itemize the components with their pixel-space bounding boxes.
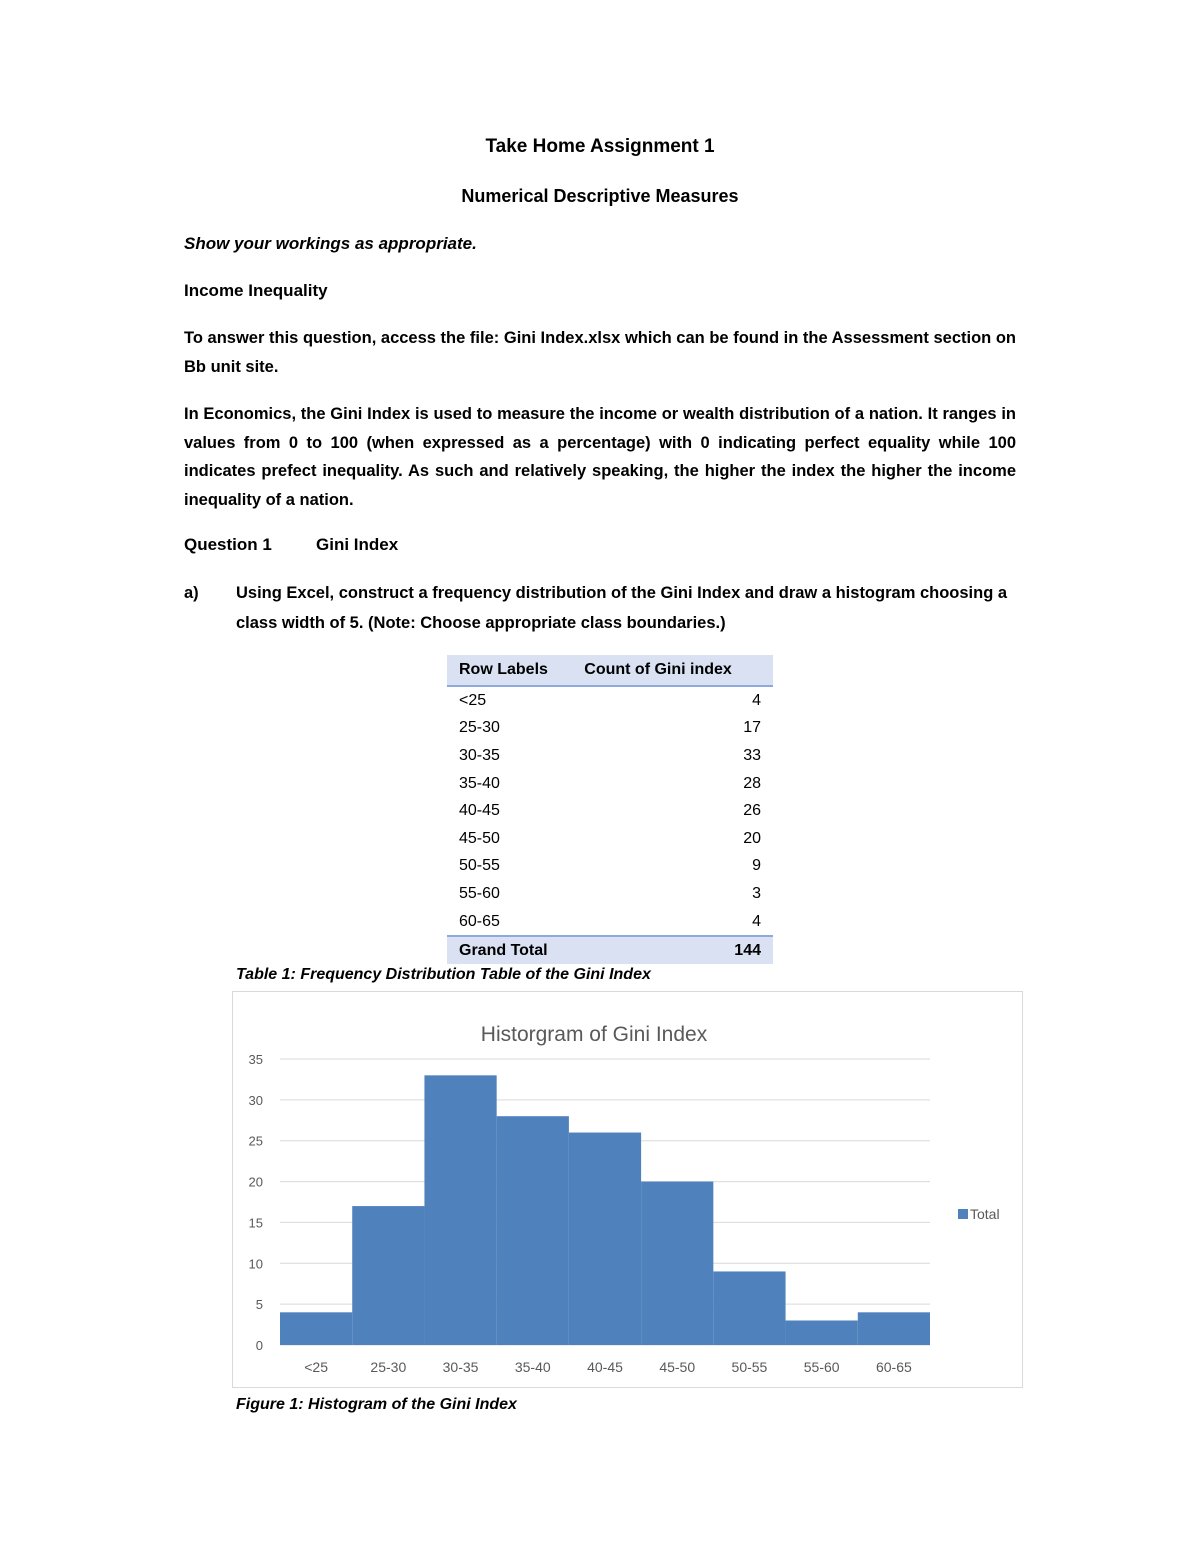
row-count: 26 <box>743 802 761 820</box>
row-label: 35-40 <box>459 774 500 792</box>
part-a-letter: a) <box>184 584 199 602</box>
histogram-bar <box>280 1312 352 1345</box>
table-caption: Table 1: Frequency Distribution Table of the Gini Index <box>236 966 651 983</box>
y-tick-label: 20 <box>248 1174 263 1190</box>
y-tick-label: 10 <box>248 1256 263 1272</box>
document-subtitle: Numerical Descriptive Measures <box>461 186 739 206</box>
row-count: 4 <box>752 912 761 930</box>
question-topic: Gini Index <box>316 535 399 554</box>
table-row <box>447 825 773 853</box>
y-tick-label: 0 <box>255 1338 263 1353</box>
x-tick-label: <25 <box>304 1359 328 1375</box>
y-axis-ticks <box>249 1052 263 1353</box>
table-row <box>447 853 773 881</box>
x-tick-label: 55-60 <box>803 1359 840 1375</box>
row-label: 45-50 <box>459 829 500 847</box>
document-title: Take Home Assignment 1 <box>485 136 715 157</box>
row-count: 20 <box>743 829 761 847</box>
row-label: 55-60 <box>459 884 500 902</box>
question-label: Question 1 <box>184 535 272 554</box>
figure-caption: Figure 1: Histogram of the Gini Index <box>236 1396 517 1413</box>
histogram-bar <box>786 1320 858 1345</box>
header-count: Count of Gini index <box>574 655 773 686</box>
header-row-labels: Row Labels <box>447 655 574 686</box>
table-row <box>447 770 773 798</box>
legend-swatch <box>958 1209 968 1219</box>
x-tick-label: 45-50 <box>659 1359 696 1375</box>
y-tick-label: 35 <box>248 1052 263 1067</box>
row-count: 4 <box>752 691 761 709</box>
chart-title: Historgram of Gini Index <box>480 1023 708 1046</box>
grand-total-row <box>447 936 773 964</box>
x-tick-label: 40-45 <box>587 1359 623 1375</box>
y-tick-label: 5 <box>255 1297 263 1313</box>
row-count: 17 <box>743 719 761 737</box>
table-row <box>447 686 773 715</box>
frequency-table <box>447 655 773 964</box>
grand-total-label: Grand Total <box>447 936 574 964</box>
histogram-chart <box>232 991 1023 1388</box>
row-count: 9 <box>752 857 761 875</box>
question-heading <box>184 535 399 555</box>
row-count: 28 <box>743 774 761 792</box>
row-label: 25-30 <box>459 719 500 737</box>
row-label: 50-55 <box>459 857 500 875</box>
table-body <box>447 686 773 936</box>
paragraph-gini-definition: In Economics, the Gini Index is used to measure the income or wealth distribution of a nation. It ranges in values from 0 to 100 (when expressed as a percentage) with 0 indicating perfect equality while 100 indicates prefect inequality. As such and relatively speaking, the higher the index the higher the income inequality of a nation. <box>184 405 1016 509</box>
histogram-bar <box>352 1206 424 1345</box>
histogram-bar <box>569 1133 641 1345</box>
section-heading: Income Inequality <box>184 281 328 300</box>
x-tick-label: 30-35 <box>442 1359 479 1375</box>
chart-legend <box>958 1206 1000 1222</box>
part-a-text: Using Excel, construct a frequency distribution of the Gini Index and draw a histogram choosing a class width of 5. (Note: Choose appropriate class boundaries.) <box>236 584 1008 632</box>
grand-total-value: 144 <box>574 936 773 964</box>
x-tick-label: 35-40 <box>514 1359 551 1375</box>
y-tick-label: 15 <box>248 1215 263 1231</box>
x-tick-label: 25-30 <box>370 1359 407 1375</box>
row-label: 40-45 <box>459 802 500 820</box>
row-label: <25 <box>459 691 487 709</box>
instruction-text: Show your workings as appropriate. <box>184 234 477 253</box>
histogram-bar <box>497 1116 569 1345</box>
histogram-bar <box>641 1182 713 1345</box>
histogram-bar <box>424 1075 496 1345</box>
row-count: 33 <box>743 746 761 764</box>
row-label: 30-35 <box>459 746 500 764</box>
legend-label: Total <box>970 1206 1000 1222</box>
row-label: 60-65 <box>459 912 500 930</box>
table-row <box>447 742 773 770</box>
histogram-svg <box>233 992 1022 1387</box>
paragraph-file-access: To answer this question, access the file: Gini Index.xlsx which can be found in the Assessment section on Bb unit site. <box>184 329 1016 376</box>
table-header-row <box>447 655 773 686</box>
histogram-bar <box>858 1312 930 1345</box>
x-axis-ticks <box>304 1359 912 1375</box>
x-tick-label: 50-55 <box>731 1359 768 1375</box>
y-tick-label: 30 <box>248 1092 263 1108</box>
question-part-a <box>184 579 1016 638</box>
y-tick-label: 25 <box>248 1133 263 1149</box>
table-row <box>447 715 773 743</box>
x-tick-label: 60-65 <box>875 1359 912 1375</box>
table-row <box>447 797 773 825</box>
histogram-bar <box>713 1271 785 1345</box>
table-row <box>447 880 773 908</box>
table-row <box>447 908 773 937</box>
row-count: 3 <box>752 884 761 902</box>
